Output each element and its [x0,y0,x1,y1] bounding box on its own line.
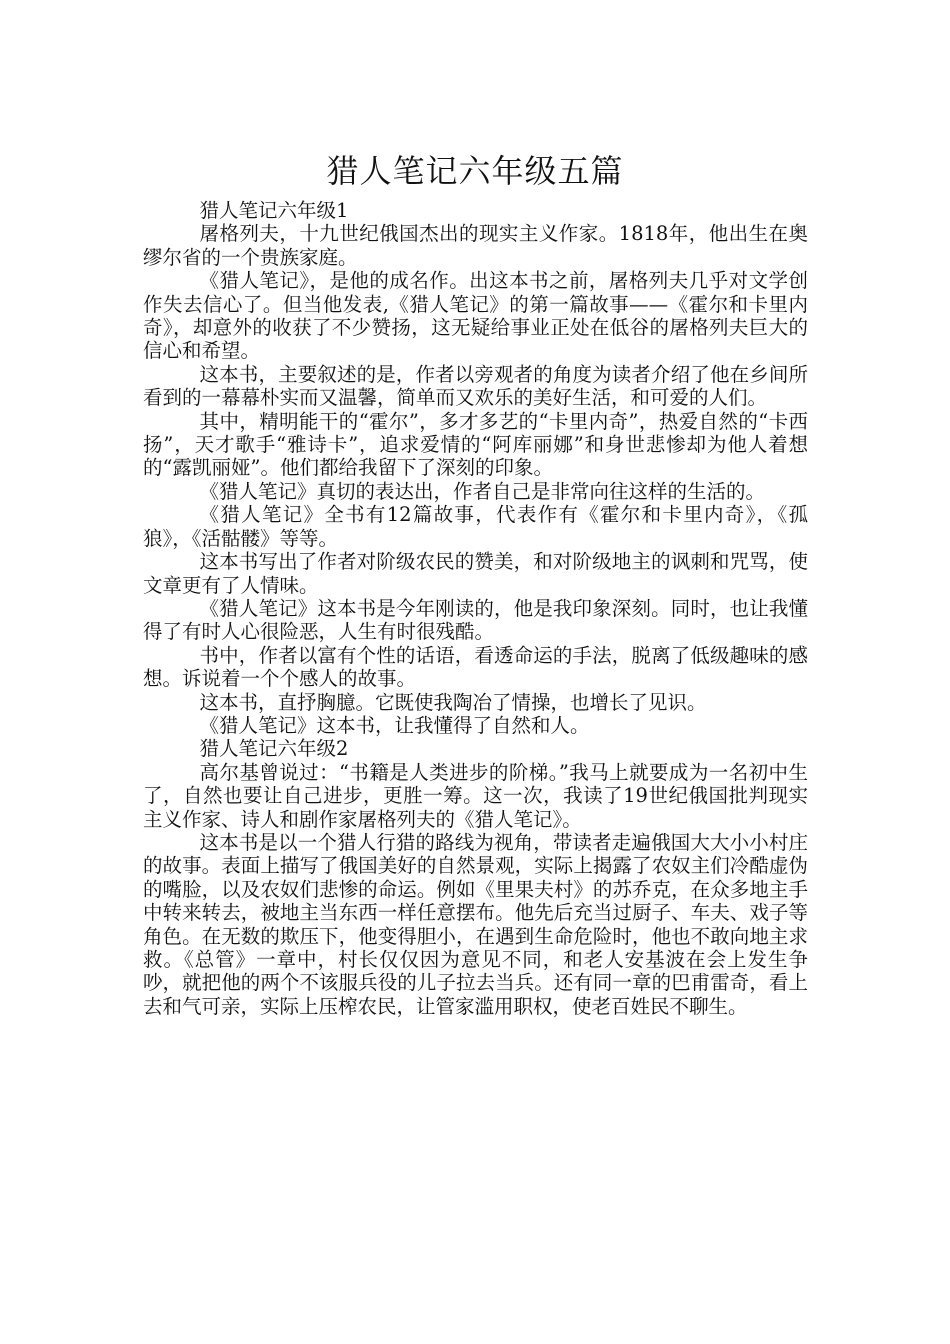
paragraph: 《猎人笔记》这本书，让我懂得了自然和人。 [199,713,590,737]
paragraph: 这本书是以一个猎人行猎的路线为视角，带读者走遍俄国大大小小村庄的故事。表面上描写了俄国美好的自然景观，实际上揭露了农奴主们冷酷虚伪的嘴脸，以及农奴们悲惨的命运。例如《里果夫村》的苏乔克，在众多地主手中转来转去，被地主当东西一样任意摆布。他先后充当过厨子、车夫、戏子等角色。在无数的欺压下，他变得胆小，在遇到生命危险时，他也不敢向地主求救。《总管》一章中，村长仅仅因为意见不同，和老人安基波在会上发生争吵，就把他的两个不该服兵役的儿子拉去当兵。还有同一章的巴甫雷奇，看上去和气可亲，实际上压榨农民，让管家滥用职权，使老百姓民不聊生。 [143,830,808,1018]
page-title: 猎人笔记六年级五篇 [326,152,624,191]
paragraph: 《猎人笔记》真切的表达出，作者自己是非常向往这样的生活的。 [199,479,766,503]
paragraph: 书中，作者以富有个性的话语，看透命运的手法，脱离了低级趣味的感想。诉说着一个个感人的故事。 [143,643,808,691]
paragraph: 这本书写出了作者对阶级农民的赞美，和对阶级地主的讽刺和咒骂，使文章更有了人情味。 [143,550,808,597]
paragraph: 《猎人笔记》，是他的成名作。出这本书之前，屠格列夫几乎对文学创作失去信心了。但当他发表,《猎人笔记》的第一篇故事——《霍尔和卡里内奇》，却意外的收获了不少赞扬，这无疑给事业正处在低谷的屠格列夫巨大的信心和希望。 [143,269,808,363]
paragraph: 《猎人笔记》全书有12篇故事，代表作有《霍尔和卡里内奇》，《孤狼》，《活骷髅》等等。 [143,503,808,550]
paragraph: 高尔基曾说过：“书籍是人类进步的阶梯。”我马上就要成为一名初中生了，自然也要让自己进步，更胜一筹。这一次，我读了19世纪俄国批判现实主义作家、诗人和剧作家屠格列夫的《猎人笔记》。 [143,760,808,831]
section-heading-1: 猎人笔记六年级1 [199,199,349,222]
paragraph: 这本书，主要叙述的是，作者以旁观者的角度为读者介绍了他在乡间所看到的一幕幕朴实而又温馨，简单而又欢乐的美好生活，和可爱的人们。 [143,362,808,410]
paragraph: 《猎人笔记》这本书是今年刚读的，他是我印象深刻。同时，也让我懂得了有时人心很险恶，人生有时很残酷。 [143,596,808,644]
paragraph: 屠格列夫，十九世纪俄国杰出的现实主义作家。1818年，他出生在奥缪尔省的一个贵族家庭。 [143,222,808,269]
section-heading-2: 猎人笔记六年级2 [199,737,349,761]
paragraph: 这本书，直抒胸臆。它既使我陶冶了情操，也增长了见识。 [199,690,707,714]
document-body [143,199,808,1018]
paragraph: 其中，精明能干的“霍尔”，多才多艺的“卡里内奇”，热爱自然的“卡西扬”，天才歌手“雅诗卡”，追求爱情的“阿库丽娜”和身世悲惨却为他人着想的“露凯丽娅”。他们都给我留下了深刻的印象。 [143,409,808,480]
